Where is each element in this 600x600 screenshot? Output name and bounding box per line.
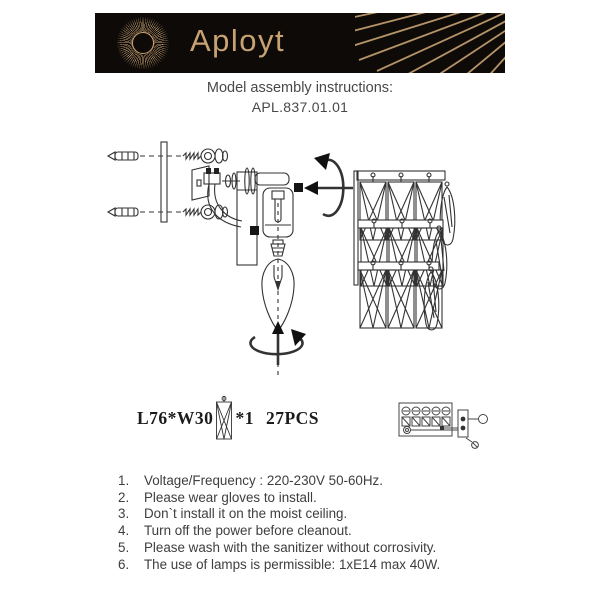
rotate-vertical-arrow-icon — [251, 321, 306, 365]
crystal-spec-count: 27PCS — [265, 407, 319, 428]
lamp-arm — [255, 173, 289, 185]
wall-anchor-bottom-icon — [108, 208, 138, 216]
list-item — [118, 473, 548, 490]
terminal-screws — [402, 407, 450, 426]
page-title: Model assembly instructions: — [206, 80, 394, 96]
mounting-screw-bottom-icon — [183, 205, 228, 219]
set-screw-right-icon — [294, 183, 303, 192]
item-text: The use of lamps is permissible: 1xE14 max 40W. — [144, 556, 441, 572]
wire-terminal-block — [204, 168, 220, 184]
item-text: Don`t install it on the moist ceiling. — [144, 506, 348, 522]
crystal-row-3 — [360, 261, 442, 330]
item-number: 2. — [118, 489, 130, 505]
item-text: Please wash with the sanitizer without corrosivity. — [144, 539, 437, 555]
set-screw-left-icon — [250, 226, 259, 235]
starburst-logo-icon — [117, 17, 169, 69]
wall-anchor-top-icon — [108, 152, 138, 160]
item-text: Voltage/Frequency : 220-230V 50-60Hz. — [144, 473, 383, 488]
item-number: 1. — [118, 473, 130, 488]
item-number: 6. — [118, 556, 130, 572]
item-number: 4. — [118, 523, 130, 539]
mounting-strip — [161, 142, 167, 222]
list-item — [118, 540, 548, 557]
lamp-bracket — [237, 172, 257, 265]
crystal-spec-qty: *1 — [235, 407, 254, 428]
mounting-screw-top-icon — [183, 149, 228, 163]
item-number: 3. — [118, 506, 130, 522]
instruction-list — [118, 473, 548, 573]
title-block — [0, 80, 600, 115]
rotate-horizontal-arrow-icon — [304, 153, 353, 216]
list-item — [118, 523, 548, 540]
list-item — [118, 557, 548, 574]
crystal-spec — [137, 394, 319, 442]
banner-rays-icon — [355, 13, 505, 73]
item-number: 5. — [118, 539, 130, 555]
brand-name: Aployt — [190, 23, 286, 59]
list-item — [118, 490, 548, 507]
crystal-panel-icon — [214, 395, 234, 441]
model-number: APL.837.01.01 — [251, 99, 349, 115]
crystal-shade-assembled — [354, 171, 455, 330]
list-item — [118, 506, 548, 523]
brand-banner — [95, 13, 505, 73]
crystal-spec-size: L76*W30 — [137, 407, 214, 428]
assembly-diagram — [95, 125, 505, 385]
terminal-wiring-diagram — [396, 397, 500, 463]
item-text: Turn off the power before cleanout. — [144, 523, 352, 539]
item-text: Please wear gloves to install. — [144, 489, 317, 505]
